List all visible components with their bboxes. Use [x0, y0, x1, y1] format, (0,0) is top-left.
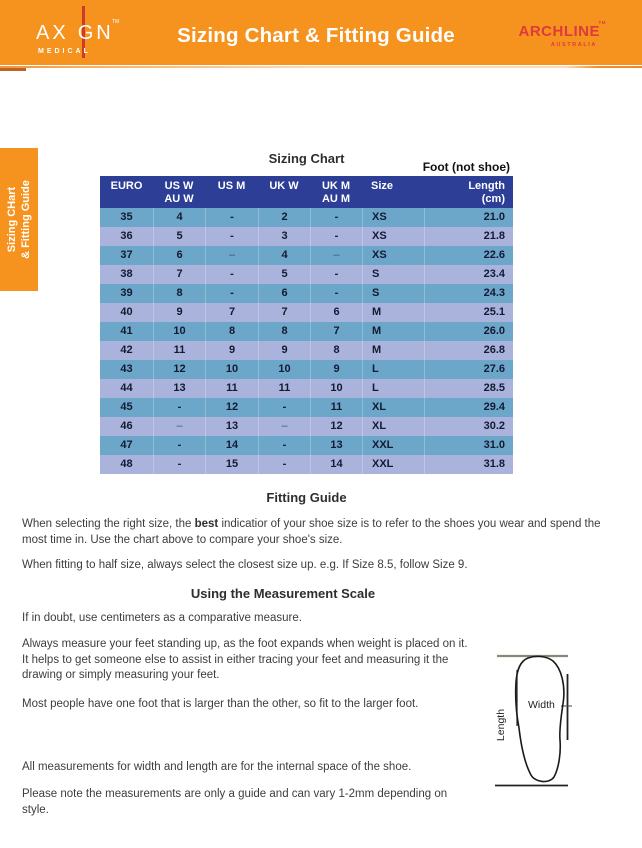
table-cell: - [153, 455, 205, 474]
archline-australia-label: AUSTRALIA [550, 42, 597, 48]
table-cell: 9 [153, 303, 205, 322]
column-header-us-w: US W AU W [164, 180, 194, 205]
table-cell: XL [362, 398, 424, 417]
table-cell: 6 [310, 303, 362, 322]
fitting-guide-paragraph-1: When selecting the right size, the best indicatior of your shoe size is to refer to the shoes you wear and spend the most time in. Use the chart above to compare your shoe's size. [22, 518, 601, 546]
sizing-table-header [100, 176, 513, 208]
table-cell: - [310, 265, 362, 284]
table-cell: 31.0 [424, 436, 513, 455]
table-cell: – [205, 246, 258, 265]
table-cell: S [362, 284, 424, 303]
table-row [100, 455, 513, 474]
table-cell: 45 [120, 401, 133, 413]
table-cell: 21.0 [424, 208, 513, 227]
table-row [100, 360, 513, 379]
table-cell: 9 [258, 341, 310, 360]
table-cell: 7 [205, 303, 258, 322]
table-cell: XS [362, 246, 424, 265]
header-divider-accent [0, 68, 26, 71]
table-cell: 12 [310, 417, 362, 436]
table-cell: 4 [258, 246, 310, 265]
foot-outline [516, 656, 564, 781]
table-cell: XL [362, 417, 424, 436]
header-divider [0, 66, 642, 68]
table-cell: - [205, 284, 258, 303]
table-cell: 12 [153, 360, 205, 379]
measurement-paragraph-3: Most people have one foot that is larger than the other, so fit to the larger foot. [22, 698, 419, 710]
table-row [100, 284, 513, 303]
table-cell: 11 [153, 341, 205, 360]
column-header-uk-w: UK W [269, 180, 299, 192]
table-cell: 38 [120, 268, 133, 280]
table-cell: XXL [362, 436, 424, 455]
table-cell: - [205, 265, 258, 284]
table-cell: 8 [258, 322, 310, 341]
table-cell: 6 [153, 246, 205, 265]
axign-medical-label: MEDICAL [38, 48, 91, 55]
table-cell: 10 [205, 360, 258, 379]
table-row [100, 341, 513, 360]
table-cell: 42 [120, 344, 133, 356]
table-cell: 7 [153, 265, 205, 284]
table-cell: 5 [258, 265, 310, 284]
table-cell: XS [362, 227, 424, 246]
column-header-length: Length (cm) [468, 180, 505, 205]
table-cell: – [153, 417, 205, 436]
table-cell: M [362, 322, 424, 341]
fitting-guide-heading: Fitting Guide [266, 490, 347, 505]
table-cell: 22.6 [424, 246, 513, 265]
table-cell: 8 [153, 284, 205, 303]
table-cell: 7 [310, 322, 362, 341]
table-cell: 14 [205, 436, 258, 455]
column-header-euro: EURO [110, 180, 143, 192]
table-cell: 48 [120, 458, 133, 470]
table-cell: 8 [310, 341, 362, 360]
table-cell: 13 [153, 379, 205, 398]
length-label: Length [495, 708, 507, 742]
table-cell: 43 [120, 363, 133, 375]
best-emphasis: best [194, 518, 219, 530]
table-row [100, 227, 513, 246]
archline-logo [505, 20, 606, 48]
table-cell: - [310, 284, 362, 303]
measurement-paragraph-1: If in doubt, use centimeters as a comparative measure. [22, 612, 302, 624]
table-cell: 35 [120, 211, 133, 223]
table-cell: 2 [258, 208, 310, 227]
sizing-table-body [100, 208, 513, 474]
table-cell: - [205, 208, 258, 227]
column-header-size: Size [371, 180, 394, 192]
measurement-paragraph-5: Please note the measurements are only a guide and can vary 1-2mm depending on style. [22, 788, 448, 816]
table-cell: 13 [310, 436, 362, 455]
table-row [100, 303, 513, 322]
table-cell: 9 [310, 360, 362, 379]
table-cell: 47 [120, 439, 133, 451]
table-row [100, 436, 513, 455]
measurement-paragraph-4: All measurements for width and length are for the internal space of the shoe. [22, 761, 412, 773]
table-cell: M [362, 303, 424, 322]
sizing-table [100, 176, 513, 474]
table-row [100, 379, 513, 398]
table-cell: - [258, 455, 310, 474]
sizing-chart-title: Sizing Chart [268, 151, 345, 166]
table-cell: 26.8 [424, 341, 513, 360]
table-row [100, 208, 513, 227]
table-row [100, 246, 513, 265]
table-cell: – [258, 417, 310, 436]
table-cell: 30.2 [424, 417, 513, 436]
table-cell: 7 [258, 303, 310, 322]
table-row [100, 417, 513, 436]
foot-not-shoe-label: Foot (not shoe) [422, 160, 510, 174]
table-cell: M [362, 341, 424, 360]
table-cell: XXL [362, 455, 424, 474]
table-cell: 15 [205, 455, 258, 474]
table-cell: 10 [310, 379, 362, 398]
table-cell: 13 [205, 417, 258, 436]
measurement-scale-heading: Using the Measurement Scale [190, 586, 376, 601]
fitting-guide-paragraph-2: When fitting to half size, always select the closest size up. e.g. If Size 8.5, follow Size 9. [22, 559, 468, 571]
table-cell: 36 [120, 230, 133, 242]
page-title: Sizing Chart & Fitting Guide [177, 24, 455, 47]
axign-logo [36, 19, 126, 55]
table-cell: 44 [120, 382, 133, 394]
table-cell: 4 [153, 208, 205, 227]
table-cell: - [205, 227, 258, 246]
table-cell: - [310, 227, 362, 246]
table-cell: L [362, 379, 424, 398]
table-row [100, 322, 513, 341]
table-cell: 21.8 [424, 227, 513, 246]
side-tab [0, 148, 38, 291]
archline-wordmark: ARCHLINE TM [518, 20, 606, 40]
table-cell: 40 [120, 306, 133, 318]
side-tab-label: Sizing CHart & Fitting Guide [6, 180, 32, 259]
table-cell: 5 [153, 227, 205, 246]
measurement-paragraph-2: Always measure your feet standing up, as the foot expands when weight is placed on it. It helps to get someone else to assist in either tracing your feet and measuring it the drawing or simply measuring your feet. [22, 638, 468, 681]
table-cell: - [258, 436, 310, 455]
table-cell: L [362, 360, 424, 379]
archline-trademark: TM [598, 20, 606, 25]
page-header [0, 0, 642, 65]
table-cell: 11 [205, 379, 258, 398]
table-cell: 10 [153, 322, 205, 341]
table-cell: 28.5 [424, 379, 513, 398]
table-cell: 9 [205, 341, 258, 360]
table-cell: - [310, 208, 362, 227]
width-label: Width [528, 699, 555, 711]
table-cell: 3 [258, 227, 310, 246]
table-cell: 24.3 [424, 284, 513, 303]
table-cell: – [310, 246, 362, 265]
table-cell: 46 [120, 420, 133, 432]
table-cell: - [153, 436, 205, 455]
table-cell: 11 [310, 398, 362, 417]
table-cell: 14 [310, 455, 362, 474]
table-cell: 8 [205, 322, 258, 341]
column-header-us-m: US M [217, 180, 246, 192]
table-cell: 23.4 [424, 265, 513, 284]
table-cell: 37 [120, 249, 133, 261]
table-cell: 10 [258, 360, 310, 379]
table-cell: S [362, 265, 424, 284]
table-row [100, 398, 513, 417]
table-cell: 41 [120, 325, 133, 337]
table-cell: 12 [205, 398, 258, 417]
table-cell: 6 [258, 284, 310, 303]
table-cell: 39 [120, 287, 133, 299]
table-row [100, 265, 513, 284]
foot-measurement-diagram [492, 648, 576, 793]
axign-wordmark: AX GN [36, 22, 114, 44]
table-cell: 11 [258, 379, 310, 398]
table-cell: 29.4 [424, 398, 513, 417]
table-cell: 31.8 [424, 455, 513, 474]
table-cell: 27.6 [424, 360, 513, 379]
table-cell: - [258, 398, 310, 417]
table-cell: 25.1 [424, 303, 513, 322]
table-cell: XS [362, 208, 424, 227]
table-cell: - [153, 398, 205, 417]
column-header-uk-m: UK M AU M [321, 180, 351, 205]
axign-trademark: TM [112, 19, 120, 25]
table-cell: 26.0 [424, 322, 513, 341]
